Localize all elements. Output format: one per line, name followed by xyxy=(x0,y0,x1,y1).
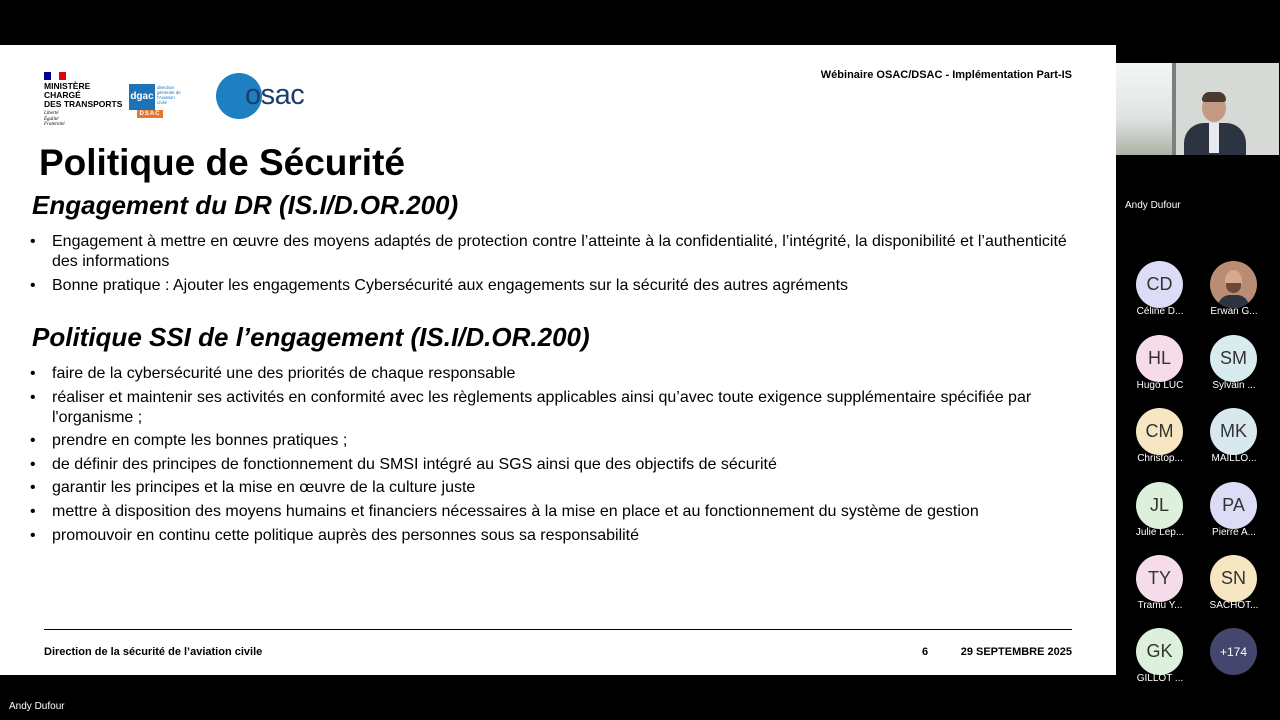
list-item: • promouvoir en continu cette politique auprès des personnes sous sa responsabilité xyxy=(30,526,1080,546)
osac-logo xyxy=(215,72,327,120)
more-participants-button[interactable]: +174 xyxy=(1210,628,1257,675)
slide-title: Politique de Sécurité xyxy=(39,142,405,183)
participant-name: Erwan G... xyxy=(1210,306,1258,317)
slide-header-title: Wébinaire OSAC/DSAC - Implémentation Part-IS xyxy=(820,69,1072,81)
participant-avatar: MK xyxy=(1210,408,1257,455)
section-heading-politique-ssi: Politique SSI de l’engagement (IS.I/D.OR.200) xyxy=(32,322,590,352)
participant-avatar: SM xyxy=(1210,335,1257,382)
participants-panel xyxy=(1116,0,1280,720)
participant-name: MAILLO... xyxy=(1211,453,1257,464)
participant-tile[interactable] xyxy=(1132,408,1188,468)
video-window-area xyxy=(1116,63,1176,155)
dgac-logo-subtitle: direction générale de l'Aviation civile xyxy=(157,85,181,105)
footer-page-number: 6 xyxy=(922,646,929,658)
ministere-title: MINISTÈRE CHARGÉ DES TRANSPORTS xyxy=(44,81,123,109)
avatar-photo-part xyxy=(1226,283,1241,293)
speaker-video-tile[interactable] xyxy=(1116,63,1279,155)
participant-avatar: CM xyxy=(1136,408,1183,455)
participant-tile[interactable] xyxy=(1132,335,1188,395)
participant-avatar: SN xyxy=(1210,555,1257,602)
participant-name: Hugo LUC xyxy=(1136,380,1184,391)
footer-date: 29 SEPTEMBRE 2025 xyxy=(960,646,1072,658)
participant-avatar: JL xyxy=(1136,482,1183,529)
engagement-bullet-list xyxy=(30,232,1080,299)
participant-tile[interactable] xyxy=(1206,335,1262,395)
video-person-hair xyxy=(1202,92,1226,102)
presenter-label: Andy Dufour xyxy=(9,701,65,712)
list-item: • garantir les principes et la mise en œuvre de la culture juste xyxy=(30,478,1080,498)
participant-name: Tramu Y... xyxy=(1137,600,1183,611)
list-item: • Engagement à mettre en œuvre des moyens adaptés de protection contre l’atteinte à la confidentialité, l’intégrité, la disponibilité et l’authenticité des informations xyxy=(30,232,1080,272)
french-flag-icon xyxy=(44,72,66,80)
list-item: • Bonne pratique : Ajouter les engagements Cybersécurité aux engagements sur la sécurité des autres agréments xyxy=(30,276,1080,296)
footer-divider xyxy=(44,629,1072,630)
participant-tile[interactable] xyxy=(1132,482,1188,542)
participant-tile[interactable] xyxy=(1206,555,1262,615)
shared-slide xyxy=(0,45,1116,675)
participant-name: Pierre A... xyxy=(1212,527,1256,538)
speaker-name: Andy Dufour xyxy=(1125,200,1181,211)
dsac-tag: DSAC xyxy=(137,110,163,118)
participant-name: Céline D... xyxy=(1136,306,1184,317)
participant-avatar: TY xyxy=(1136,555,1183,602)
footer-organization: Direction de la sécurité de l’aviation civile xyxy=(44,646,263,658)
section-heading-engagement: Engagement du DR (IS.I/D.OR.200) xyxy=(32,190,459,220)
participant-avatar: GK xyxy=(1136,628,1183,675)
participant-name: Julie Lep... xyxy=(1135,527,1185,538)
video-person-shirt xyxy=(1209,123,1219,153)
participant-name: Christop... xyxy=(1137,453,1183,464)
politique-bullet-list xyxy=(30,364,1080,549)
participant-avatar: CD xyxy=(1136,261,1183,308)
participant-tile[interactable] xyxy=(1206,261,1262,321)
participant-name: SACHOT... xyxy=(1209,600,1259,611)
participant-tile[interactable] xyxy=(1132,261,1188,321)
list-item: • faire de la cybersécurité une des priorités de chaque responsable xyxy=(30,364,1080,384)
osac-logo-text: osac xyxy=(245,79,305,111)
list-item: • de définir des principes de fonctionnement du SMSI intégré au SGS ainsi que des objectifs de sécurité xyxy=(30,455,1080,475)
participant-tile[interactable] xyxy=(1206,482,1262,542)
participant-tile[interactable] xyxy=(1206,628,1262,688)
list-item: • mettre à disposition des moyens humains et financiers nécessaires à la mise en place et au fonctionnement du système de gestion xyxy=(30,502,1080,522)
ministere-logo xyxy=(44,72,124,128)
dgac-logo xyxy=(129,84,181,118)
participant-avatar: HL xyxy=(1136,335,1183,382)
participant-avatar xyxy=(1210,261,1257,308)
participant-avatar: PA xyxy=(1210,482,1257,529)
list-item: • réaliser et maintenir ses activités en conformité avec les règlements applicables ainsi qu’avec toute exigence supplémentaire spécifiée par l'organisme ; xyxy=(30,388,1080,428)
list-item: • prendre en compte les bonnes pratiques ; xyxy=(30,431,1080,451)
dgac-logo-mark: dgac xyxy=(129,84,155,110)
participant-tile[interactable] xyxy=(1206,408,1262,468)
participant-name: Sylvain ... xyxy=(1212,380,1256,391)
ministere-motto: Liberté Égalité Fraternité xyxy=(44,111,65,127)
participant-tile[interactable] xyxy=(1132,555,1188,615)
participant-name: GILLOT ... xyxy=(1136,673,1184,684)
participant-tile[interactable] xyxy=(1132,628,1188,688)
